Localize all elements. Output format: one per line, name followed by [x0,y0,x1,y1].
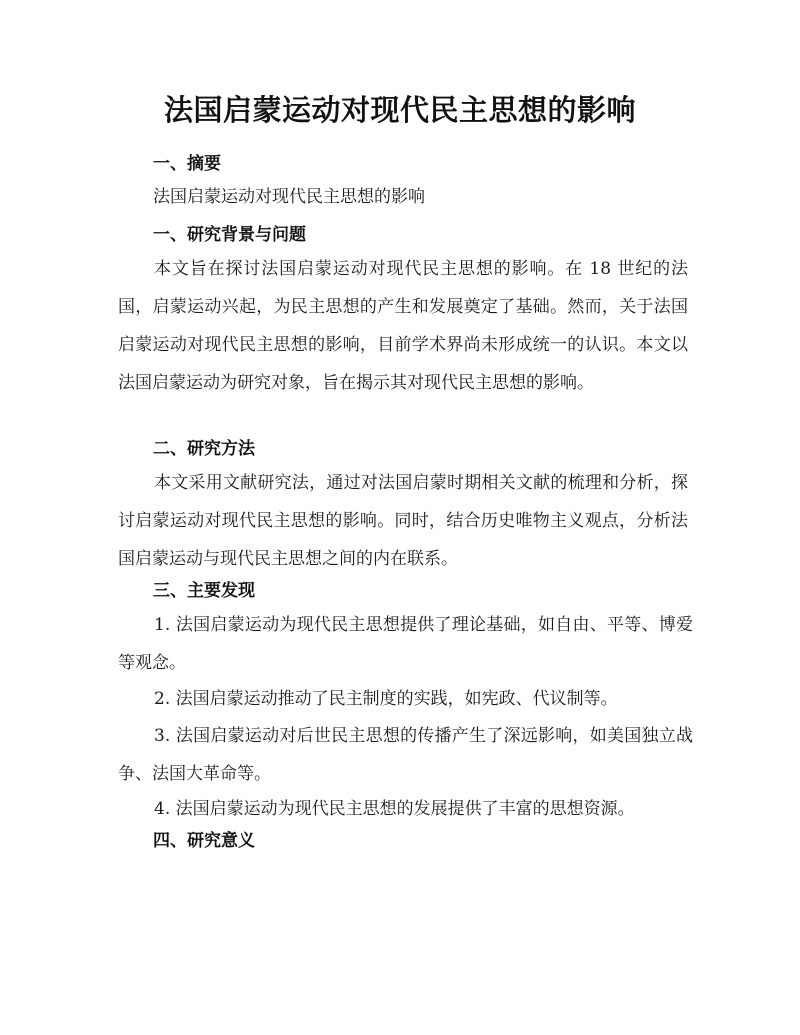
method-paragraph: 本文采用文献研究法，通过对法国启蒙时期相关文献的梳理和分析，探讨启蒙运动对现代民主思想的影响。同时，结合历史唯物主义观点，分析法国启蒙运动与现代民主思想之间的内在联系。 [118,473,688,569]
abstract-text: 法国启蒙运动对现代民主思想的影响 [153,187,425,207]
finding-item-2: 2. 法国启蒙运动推动了民主制度的实践，如宪政、代议制等。 [154,689,618,709]
section-heading-findings: 三、主要发现 [153,581,255,601]
document-title: 法国启蒙运动对现代民主思想的影响 [163,93,636,127]
section-heading-background: 一、研究背景与问题 [153,225,306,245]
section-heading-method: 二、研究方法 [153,439,255,459]
finding-item-1: 1. 法国启蒙运动为现代民主思想提供了理论基础，如自由、平等、博爱等观念。 [118,615,693,673]
section-heading-significance: 四、研究意义 [153,831,255,851]
section-heading-abstract: 一、摘要 [153,154,221,174]
finding-item-3: 3. 法国启蒙运动对后世民主思想的传播产生了深远影响，如美国独立战争、法国大革命等。 [118,726,693,784]
finding-item-4: 4. 法国启蒙运动为现代民主思想的发展提供了丰富的思想资源。 [154,799,635,819]
background-paragraph: 本文旨在探讨法国启蒙运动对现代民主思想的影响。在 18 世纪的法国，启蒙运动兴起，为民主思想的产生和发展奠定了基础。然而，关于法国启蒙运动对现代民主思想的影响，目前学术界尚未形成统一的认识。本文以法国启蒙运动为研究对象，旨在揭示其对现代民主思想的影响。 [118,259,688,393]
